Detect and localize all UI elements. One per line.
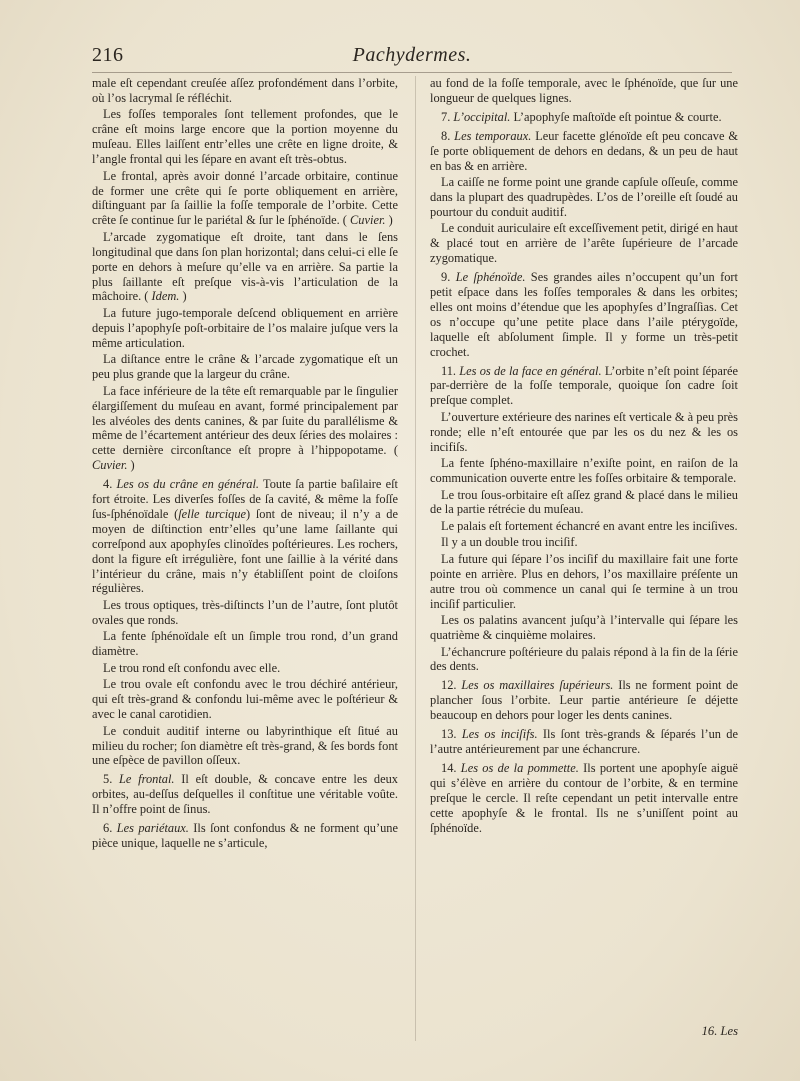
section-8: 8. Les temporaux. Leur facette glénoïde eſt peu concave & ſe porte obliquement de dehors en dedans, & un peu de haut en bas & en arrière.	[430, 128, 739, 173]
paragraph: Le frontal, après avoir donné l’arcade orbitaire, continue de former une crête qui ſe porte obliquement en arrière, diſtinguant par ſa ſaillie la foſſe temporale de l’orbite. Cette crête ſe continue ſur le pariétal & ſur le ſphénoïde. ( Cuvier. )	[92, 168, 398, 228]
paragraph: Le palais eſt fortement échancré en avant entre les inciſives.	[441, 518, 738, 533]
paragraph: La future qui ſépare l’os inciſif du maxillaire fait une forte pointe en arrière. Plus en dehors, l’os maxillaire préſente un autre trou où commence un canal qui ſe termine à un trou inciſif particulier.	[430, 551, 738, 611]
section-14: 14. Les os de la pommette. Ils portent une apophyſe aiguë qui s’élève en arrière du contour de l’orbite, & en termine preſque le cercle. Il reſte cependant un petit intervalle entre cette apophyſe & le frontal. Ils ne s’uniſſent point au ſphénoïde.	[430, 760, 738, 835]
section-13: 13. Les os inciſifs. Ils ſont très-grands & ſéparés l’un de l’autre antérieurement par une échancrure.	[430, 727, 738, 756]
section-title: Les temporaux.	[454, 128, 532, 143]
paragraph: Les trous optiques, très-diſtincts l’un de l’autre, ſont plutôt ovales que ronds.	[92, 597, 398, 627]
paragraph: La caiſſe ne forme point une grande capſule oſſeuſe, comme dans la plupart des quadrupèdes. L’os de l’oreille eſt ſoudé au pourtour du conduit auditif.	[430, 175, 738, 219]
paragraph: La face inférieure de la tête eſt remarquable par le ſingulier élargiſſement du muſeau en avant, formé principalement par les alvéoles des dents canines, & par ſuite du parallélisme & même de l’écartement antérieur des deux ſéries des molaires : cette dernière circonſtance eſt propre à l’hippopotame. ( Cuvier. )	[92, 383, 398, 473]
paragraph: L’ouverture extérieure des narines eſt verticale & à peu près ronde; elle n’eſt entourée que par les os du nez & les os incifiſs.	[430, 409, 738, 454]
paragraph: Les foſſes temporales ſont tellement profondes, que le crâne eſt moins large encore que la portion moyenne du muſeau. Elles laiſſent entr’elles une crête en ligne droite, & l’angle frontal qui les ſépare en avant eſt très-obtus.	[92, 107, 398, 167]
paragraph: L’arcade zygomatique eſt droite, tant dans le ſens longitudinal que dans ſon plan horizontal; dans celui-ci elle ſe porte en dehors à meſure qu’elle va en arrière. Sa partie la plus ſaillante eſt preſque vis-à-vis l’articulation de la mâchoire. ( Idem. )	[92, 229, 398, 304]
column-divider	[415, 76, 416, 1041]
section-title: Les os de la face en général.	[459, 363, 602, 378]
paragraph: La future jugo-temporale deſcend obliquement en arrière depuis l’apophyſe poſt-orbitaire de l’os malaire juſque vers la même articulation.	[92, 305, 398, 350]
paragraph: Le trou rond eſt confondu avec elle.	[103, 660, 281, 675]
section-title: Les pariétaux.	[116, 821, 189, 836]
section-title: Le ſphénoïde.	[455, 270, 526, 285]
paragraph: Le trou ovale eſt confondu avec le trou déchiré antérieur, qui eſt très-grand & confondu lui-même avec le poſtérieur & avec le canal carotidien.	[92, 677, 398, 722]
section-title: Les os inciſifs.	[461, 727, 538, 742]
paragraph: male eſt cependant creuſée aſſez profondément dans l’orbite, où l’os lacrymal ſe réfléchit.	[92, 76, 398, 105]
running-head: Pachydermes.	[352, 44, 472, 66]
section-12: 12. Les os maxillaires ſupérieurs. Ils ne forment point de plancher ſous l’orbite. Leur partie antérieure ſe déjette beaucoup en dehors pour loger les dents canines.	[430, 678, 738, 723]
right-column	[430, 76, 738, 837]
paragraph: Il y a un double trou inciſif.	[441, 535, 578, 550]
section-title: Les os maxillaires ſupérieurs.	[461, 678, 614, 693]
page-number: 216	[92, 44, 124, 66]
catchword: 16. Les	[701, 1024, 738, 1038]
paragraph: La fente ſphénoïdale eſt un ſimple trou rond, d’un grand diamètre.	[92, 629, 398, 659]
header-rule	[92, 72, 732, 73]
section-5: 5. Le frontal. Il eſt double, & concave entre les deux orbites, au-deſſus deſquelles il conſtitue une véritable voûte. Il n’offre point de ſinus.	[92, 772, 398, 817]
paragraph: La fente ſphéno-maxillaire n’exiſte point, en raiſon de la communication ouverte entre les foſſes orbitaire & temporale.	[430, 456, 738, 486]
page-header	[92, 44, 732, 70]
section-7: 7. L’occipital. L’apophyſe maſtoïde eſt pointue & courte.	[441, 109, 722, 124]
paragraph: L’échancrure poſtérieure du palais répond à la fin de la ſérie des dents.	[430, 644, 738, 674]
paragraph: Le conduit auditif interne ou labyrinthique eſt ſitué au milieu du rocher; ſon diamètre eſt très-grand, & ſes bords font une eſpèce de pavillon oſſeux.	[92, 723, 398, 768]
paragraph: Le conduit auriculaire eſt exceſſivement petit, dirigé en haut & placé tout en arrière de l’arête ſupérieure de l’arcade zygomatique.	[430, 221, 738, 266]
paragraph: La diſtance entre le crâne & l’arcade zygomatique eſt un peu plus grande que la largeur du crâne.	[92, 352, 398, 382]
paragraph: Les os palatins avancent juſqu’à l’intervalle qui ſépare les quatrième & cinquième molaires.	[430, 613, 738, 643]
section-title: Les os de la pommette.	[460, 760, 579, 775]
section-title: Les os du crâne en général.	[116, 477, 260, 492]
section-6: 6. Les pariétaux. Ils ſont confondus & ne forment qu’une pièce unique, laquelle ne s’articule,	[92, 821, 398, 850]
section-9: 9. Le ſphénoïde. Ses grandes ailes n’occupent qu’un fort petit eſpace dans les foſſes temporales & dans les orbites; elles ont moins d’étendue que les apophyſes d’Ingraſſias. Cet os n’occupe qu’une petite place dans l’aile ptérygoïde, laquelle eſt abſolument ſimple. Il y forme un très-petit crochet.	[430, 270, 739, 359]
text-columns	[92, 76, 738, 1056]
section-11: 11. Les os de la face en général. L’orbite n’eſt point ſéparée par-derrière de la foſſe temporale, quoique ſon cadre ſoit preſque complet.	[430, 363, 738, 408]
section-4: 4. Les os du crâne en général. Toute ſa partie baſilaire eſt fort étroite. Les diverſes foſſes de ſa cavité, & même la foſſe ſus-ſphénoïdale (ſelle turcique) ſont de niveau; il n’y a de moyen de diſtinction entr’elles qu’une lame ſaillante qui correſpond aux apophyſes clinoïdes poſtérieures. Les rochers, dont la figure eſt irrégulière, font une ſaillie à la vérité dans l’intérieur du crâne, mais n’y établiſſent point de cloiſons régulières.	[92, 477, 398, 596]
paragraph: Le trou ſous-orbitaire eſt aſſez grand & placé dans le milieu de la partie rétrécie du muſeau.	[430, 487, 738, 517]
section-title: L’occipital.	[453, 109, 511, 124]
section-title: Le frontal.	[119, 772, 175, 787]
left-column	[92, 76, 398, 852]
paragraph: au fond de la foſſe temporale, avec le ſphénoïde, que ſur une longueur de quelques lignes.	[430, 76, 738, 105]
